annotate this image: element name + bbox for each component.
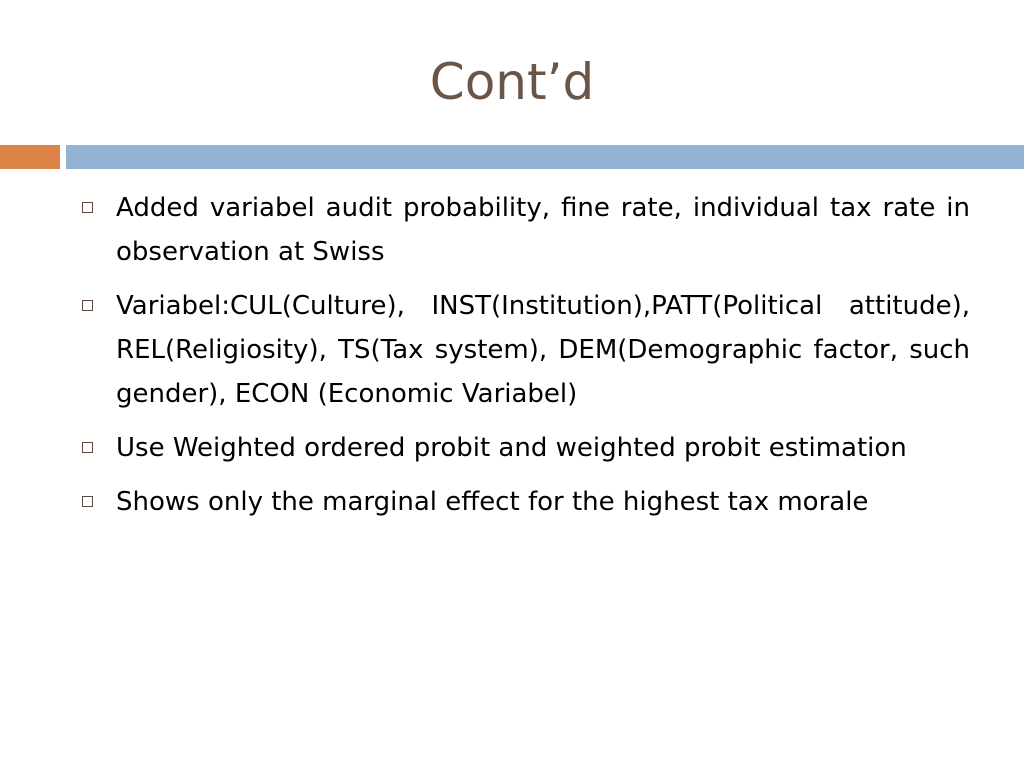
slide-title: Cont’d (429, 53, 595, 111)
bullet-text: Added variabel audit probability, fine rate, individual tax rate in observation at Swiss (116, 193, 970, 267)
bullet-text: Variabel:CUL(Culture), INST(Institution),PATT(Political attitude), REL(Religiosity), TS(Tax system), DEM(Demographic factor, such gender), ECON (Economic Variabel) (116, 291, 970, 409)
square-outline-icon (82, 202, 93, 213)
bullet-text: Shows only the marginal effect for the highest tax morale (116, 487, 869, 517)
accent-bar-left (0, 145, 60, 169)
bullet-item (82, 284, 970, 416)
square-outline-icon (82, 496, 93, 507)
bullet-item (82, 480, 970, 524)
accent-bar-right (66, 145, 1024, 169)
bullet-list (82, 186, 970, 534)
bullet-item (82, 426, 970, 470)
square-outline-icon (82, 300, 93, 311)
bullet-text: Use Weighted ordered probit and weighted probit estimation (116, 433, 907, 463)
square-outline-icon (82, 442, 93, 453)
bullet-item (82, 186, 970, 274)
